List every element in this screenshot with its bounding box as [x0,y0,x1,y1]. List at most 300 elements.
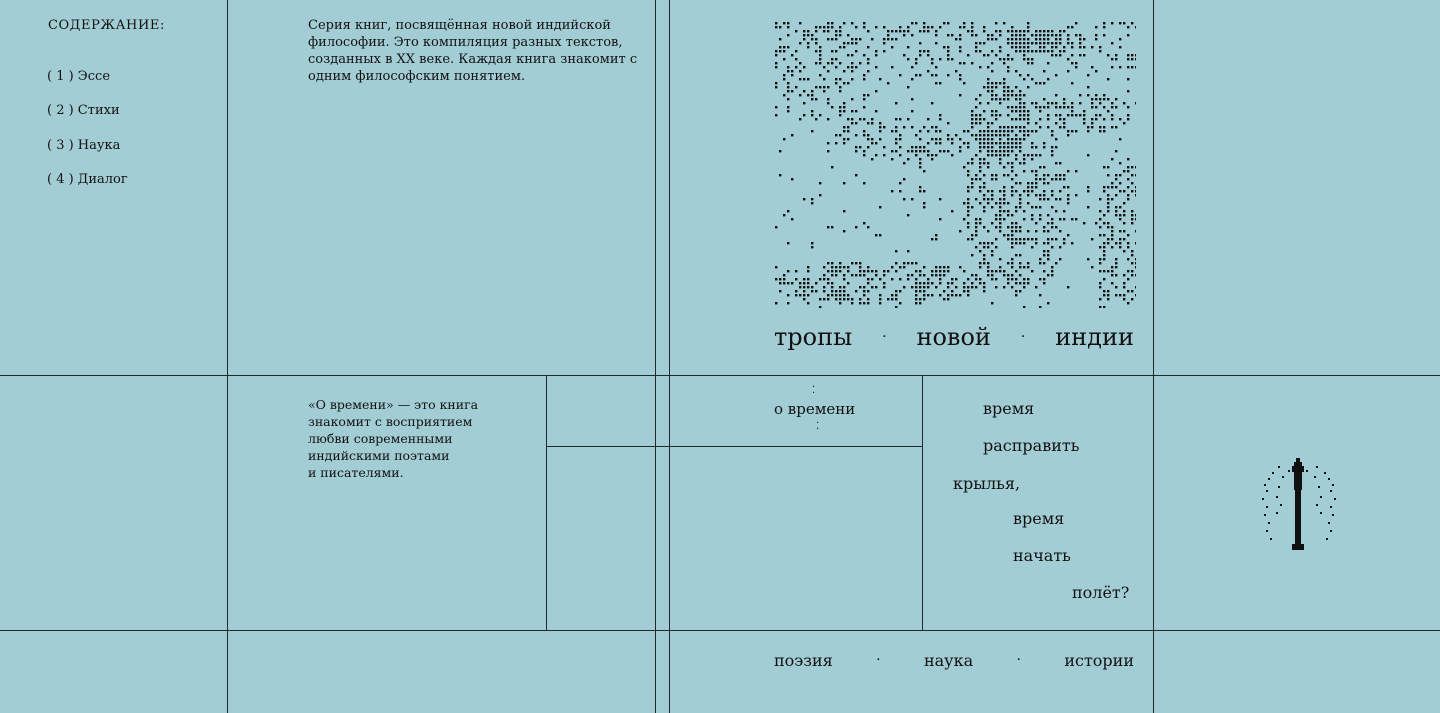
illustration-pixel [811,34,813,36]
illustration-pixel [851,302,853,304]
illustration-pixel [923,206,925,208]
illustration-pixel [931,238,933,240]
illustration-pixel [1055,106,1057,108]
illustration-pixel [1047,242,1049,244]
illustration-pixel [1035,102,1037,104]
illustration-pixel [983,242,985,244]
illustration-pixel [1027,22,1029,24]
illustration-pixel [1051,102,1053,104]
illustration-pixel [839,34,841,36]
illustration-pixel [1007,238,1009,240]
illustration-pixel [779,46,781,48]
illustration-pixel [1027,46,1029,48]
illustration-pixel [911,66,913,68]
illustration-pixel [775,266,777,268]
illustration-pixel [811,246,813,248]
illustration-pixel [875,110,877,112]
illustration-pixel [1047,118,1049,120]
illustration-pixel [783,138,785,140]
illustration-pixel [863,286,865,288]
illustration-pixel [1039,42,1041,44]
illustration-pixel [863,118,865,120]
row-divider [0,375,1440,376]
illustration-pixel [1019,46,1021,48]
illustration-pixel [1027,74,1029,76]
illustration-pixel [1103,250,1105,252]
illustration-pixel [1031,182,1033,184]
illustration-pixel [835,82,837,84]
illustration-pixel [1107,110,1109,112]
illustration-pixel [963,286,965,288]
illustration-pixel [1135,54,1136,56]
illustration-pixel [835,30,837,32]
illustration-pixel [1087,94,1089,96]
illustration-pixel [887,298,889,300]
illustration-pixel [935,42,937,44]
illustration-pixel [1075,130,1077,132]
illustration-pixel [1047,198,1049,200]
illustration-pixel [947,282,949,284]
illustration-pixel [983,282,985,284]
illustration-pixel [963,166,965,168]
illustration-pixel [1003,150,1005,152]
illustration-pixel [1039,194,1041,196]
illustration-pixel [915,282,917,284]
illustration-pixel [967,210,969,212]
illustration-pixel [995,110,997,112]
illustration-pixel [963,22,965,24]
illustration-pixel [1111,114,1113,116]
illustration-pixel [1095,94,1097,96]
illustration-pixel [991,302,993,304]
illustration-pixel [1007,162,1009,164]
illustration-pixel [1007,38,1009,40]
illustration-pixel [939,150,941,152]
illustration-pixel [1107,298,1109,300]
illustration-pixel [895,142,897,144]
illustration-pixel [903,126,905,128]
illustration-pixel [1015,222,1017,224]
illustration-pixel [819,54,821,56]
illustration-pixel [923,202,925,204]
illustration-pixel [1103,242,1105,244]
illustration-pixel [919,298,921,300]
illustration-pixel [851,274,853,276]
illustration-pixel [959,50,961,52]
illustration-pixel [815,42,817,44]
illustration-pixel [955,286,957,288]
illustration-pixel [883,50,885,52]
illustration-pixel [855,38,857,40]
illustration-pixel [843,110,845,112]
illustration-pixel [987,266,989,268]
illustration-pixel [899,138,901,140]
illustration-pixel [1115,54,1117,56]
illustration-pixel [1027,38,1029,40]
illustration-pixel [919,30,921,32]
illustration-pixel [847,298,849,300]
illustration-pixel [831,282,833,284]
illustration-pixel [843,230,845,232]
illustration-pixel [1039,154,1041,156]
illustration-pixel [1011,90,1013,92]
illustration-pixel [1063,218,1065,220]
illustration-pixel [895,262,897,264]
illustration-pixel [987,246,989,248]
illustration-pixel [1135,26,1136,28]
illustration-pixel [779,282,781,284]
illustration-pixel [1023,306,1025,308]
illustration-pixel [1055,94,1057,96]
illustration-pixel [1019,106,1021,108]
illustration-pixel [875,90,877,92]
illustration-pixel [919,186,921,188]
illustration-pixel [983,246,985,248]
illustration-pixel [839,106,841,108]
illustration-pixel [903,262,905,264]
illustration-pixel [819,182,821,184]
illustration-pixel [1103,270,1105,272]
illustration-pixel [1027,262,1029,264]
illustration-pixel [799,94,801,96]
illustration-pixel [1039,218,1041,220]
illustration-pixel [991,114,993,116]
illustration-pixel [1027,186,1029,188]
illustration-pixel [823,274,825,276]
illustration-pixel [927,154,929,156]
illustration-pixel [947,58,949,60]
illustration-pixel [855,174,857,176]
illustration-pixel [959,146,961,148]
illustration-pixel [1039,278,1041,280]
illustration-pixel [1027,134,1029,136]
illustration-pixel [907,46,909,48]
illustration-pixel [947,294,949,296]
illustration-pixel [1043,82,1045,84]
illustration-pixel [919,286,921,288]
illustration-pixel [815,118,817,120]
illustration-pixel [999,190,1001,192]
illustration-pixel [899,266,901,268]
title-word: индии [1055,323,1134,351]
illustration-pixel [827,262,829,264]
illustration-pixel [987,90,989,92]
illustration-pixel [1027,26,1029,28]
illustration-pixel [959,138,961,140]
illustration-pixel [999,50,1001,52]
illustration-pixel [1103,186,1105,188]
illustration-pixel [1119,242,1121,244]
illustration-pixel [827,150,829,152]
illustration-pixel [939,142,941,144]
illustration-pixel [987,142,989,144]
illustration-pixel [1111,226,1113,228]
illustration-pixel [803,198,805,200]
illustration-pixel [1015,182,1017,184]
illustration-pixel [1019,266,1021,268]
illustration-pixel [1047,106,1049,108]
illustration-pixel [783,78,785,80]
illustration-pixel [1027,130,1029,132]
illustration-pixel [863,182,865,184]
illustration-pixel [1111,106,1113,108]
illustration-pixel [999,102,1001,104]
illustration-pixel [811,198,813,200]
illustration-pixel [1003,58,1005,60]
illustration-pixel [943,290,945,292]
illustration-pixel [835,134,837,136]
column-divider [227,0,228,713]
illustration-pixel [983,134,985,136]
illustration-pixel [1119,246,1121,248]
illustration-pixel [1015,190,1017,192]
illustration-pixel [1099,246,1101,248]
illustration-pixel [907,86,909,88]
illustration-pixel [1127,106,1129,108]
illustration-pixel [1111,230,1113,232]
illustration-pixel [967,222,969,224]
illustration-pixel [1035,206,1037,208]
illustration-pixel [1059,118,1061,120]
illustration-pixel [1011,26,1013,28]
illustration-pixel [1131,22,1133,24]
illustration-pixel [1043,174,1045,176]
illustration-pixel [775,50,777,52]
illustration-pixel [991,146,993,148]
illustration-pixel [1063,106,1065,108]
illustration-pixel [1003,142,1005,144]
illustration-pixel [811,290,813,292]
illustration-pixel [1015,142,1017,144]
illustration-pixel [839,114,841,116]
illustration-pixel [963,218,965,220]
illustration-pixel [895,294,897,296]
illustration-pixel [835,50,837,52]
illustration-pixel [851,110,853,112]
illustration-pixel [915,298,917,300]
illustration-pixel [1075,218,1077,220]
illustration-pixel [1107,226,1109,228]
illustration-pixel [947,22,949,24]
title-word: тропы [774,323,853,351]
illustration-pixel [975,122,977,124]
illustration-pixel [879,302,881,304]
illustration-pixel [995,98,997,100]
illustration-pixel [1015,94,1017,96]
illustration-pixel [915,62,917,64]
illustration-pixel [919,50,921,52]
illustration-pixel [951,154,953,156]
illustration-pixel [775,62,777,64]
illustration-pixel [1135,294,1136,296]
illustration-pixel [991,90,993,92]
illustration-pixel [815,290,817,292]
illustration-pixel [963,26,965,28]
illustration-pixel [999,126,1001,128]
illustration-pixel [831,290,833,292]
illustration-pixel [1111,246,1113,248]
illustration-pixel [1015,278,1017,280]
illustration-pixel [1103,222,1105,224]
illustration-pixel [983,86,985,88]
illustration-pixel [1103,118,1105,120]
illustration-pixel [1067,234,1069,236]
illustration-pixel [979,138,981,140]
illustration-pixel [1087,186,1089,188]
illustration-pixel [991,86,993,88]
illustration-pixel [1115,58,1117,60]
illustration-pixel [995,246,997,248]
illustration-pixel [1023,126,1025,128]
illustration-pixel [987,242,989,244]
illustration-pixel [863,106,865,108]
illustration-pixel [779,174,781,176]
illustration-pixel [931,62,933,64]
illustration-pixel [931,26,933,28]
illustration-pixel [923,298,925,300]
illustration-pixel [819,298,821,300]
illustration-pixel [995,238,997,240]
illustration-pixel [939,294,941,296]
illustration-pixel [855,42,857,44]
illustration-pixel [775,22,777,24]
illustration-pixel [1019,42,1021,44]
illustration-pixel [919,274,921,276]
illustration-pixel [863,130,865,132]
illustration-pixel [971,274,973,276]
illustration-pixel [1047,34,1049,36]
illustration-pixel [1131,298,1133,300]
illustration-pixel [855,290,857,292]
illustration-pixel [991,94,993,96]
poem-line: начать [1013,546,1071,565]
illustration-pixel [971,118,973,120]
illustration-pixel [943,46,945,48]
illustration-pixel [1023,154,1025,156]
illustration-pixel [879,206,881,208]
illustration-pixel [1059,34,1061,36]
illustration-pixel [819,26,821,28]
illustration-pixel [803,102,805,104]
illustration-pixel [971,22,973,24]
illustration-pixel [1051,194,1053,196]
illustration-pixel [1103,98,1105,100]
illustration-pixel [1043,182,1045,184]
illustration-pixel [1019,290,1021,292]
illustration-pixel [947,134,949,136]
illustration-pixel [1023,46,1025,48]
illustration-pixel [1119,238,1121,240]
illustration-pixel [783,214,785,216]
illustration-pixel [943,266,945,268]
illustration-pixel [783,282,785,284]
footer-separator: · [876,652,881,668]
illustration-pixel [791,134,793,136]
illustration-pixel [951,278,953,280]
illustration-pixel [1131,190,1133,192]
illustration-pixel [911,78,913,80]
illustration-pixel [911,262,913,264]
illustration-pixel [1051,246,1053,248]
illustration-pixel [1071,102,1073,104]
illustration-pixel [1027,114,1029,116]
illustration-pixel [1027,194,1029,196]
illustration-pixel [859,302,861,304]
illustration-pixel [1095,70,1097,72]
illustration-pixel [1119,294,1121,296]
illustration-pixel [1067,130,1069,132]
illustration-pixel [987,162,989,164]
illustration-pixel [979,118,981,120]
illustration-pixel [847,270,849,272]
illustration-pixel [959,94,961,96]
illustration-pixel [1015,174,1017,176]
illustration-pixel [895,290,897,292]
illustration-pixel [827,282,829,284]
illustration-pixel [975,98,977,100]
illustration-pixel [1071,110,1073,112]
illustration-pixel [811,94,813,96]
illustration-pixel [1043,34,1045,36]
illustration-pixel [995,130,997,132]
illustration-pixel [879,130,881,132]
illustration-pixel [855,26,857,28]
illustration-pixel [1067,170,1069,172]
illustration-pixel [795,290,797,292]
illustration-pixel [1067,70,1069,72]
illustration-pixel [867,278,869,280]
illustration-pixel [815,62,817,64]
illustration-pixel [1067,198,1069,200]
illustration-pixel [1007,226,1009,228]
illustration-pixel [779,150,781,152]
illustration-pixel [1071,130,1073,132]
illustration-pixel [1099,98,1101,100]
illustration-pixel [1059,162,1061,164]
illustration-pixel [1031,218,1033,220]
illustration-pixel [935,66,937,68]
illustration-pixel [915,290,917,292]
illustration-pixel [839,262,841,264]
illustration-pixel [867,62,869,64]
illustration-pixel [1015,110,1017,112]
illustration-pixel [983,262,985,264]
illustration-pixel [1063,50,1065,52]
illustration-pixel [923,294,925,296]
illustration-pixel [1003,130,1005,132]
illustration-pixel [1007,134,1009,136]
illustration-pixel [1127,78,1129,80]
illustration-pixel [1127,258,1129,260]
illustration-pixel [791,178,793,180]
illustration-pixel [1055,198,1057,200]
illustration-pixel [775,114,777,116]
illustration-pixel [1051,190,1053,192]
illustration-pixel [883,274,885,276]
illustration-pixel [1023,30,1025,32]
illustration-pixel [903,54,905,56]
illustration-pixel [827,98,829,100]
illustration-pixel [1087,190,1089,192]
illustration-pixel [851,122,853,124]
illustration-pixel [1051,50,1053,52]
subject-dot-icon: ⁚ [816,421,820,432]
illustration-pixel [831,266,833,268]
illustration-pixel [1051,42,1053,44]
illustration-pixel [1003,154,1005,156]
illustration-pixel [1039,110,1041,112]
illustration-pixel [1035,82,1037,84]
